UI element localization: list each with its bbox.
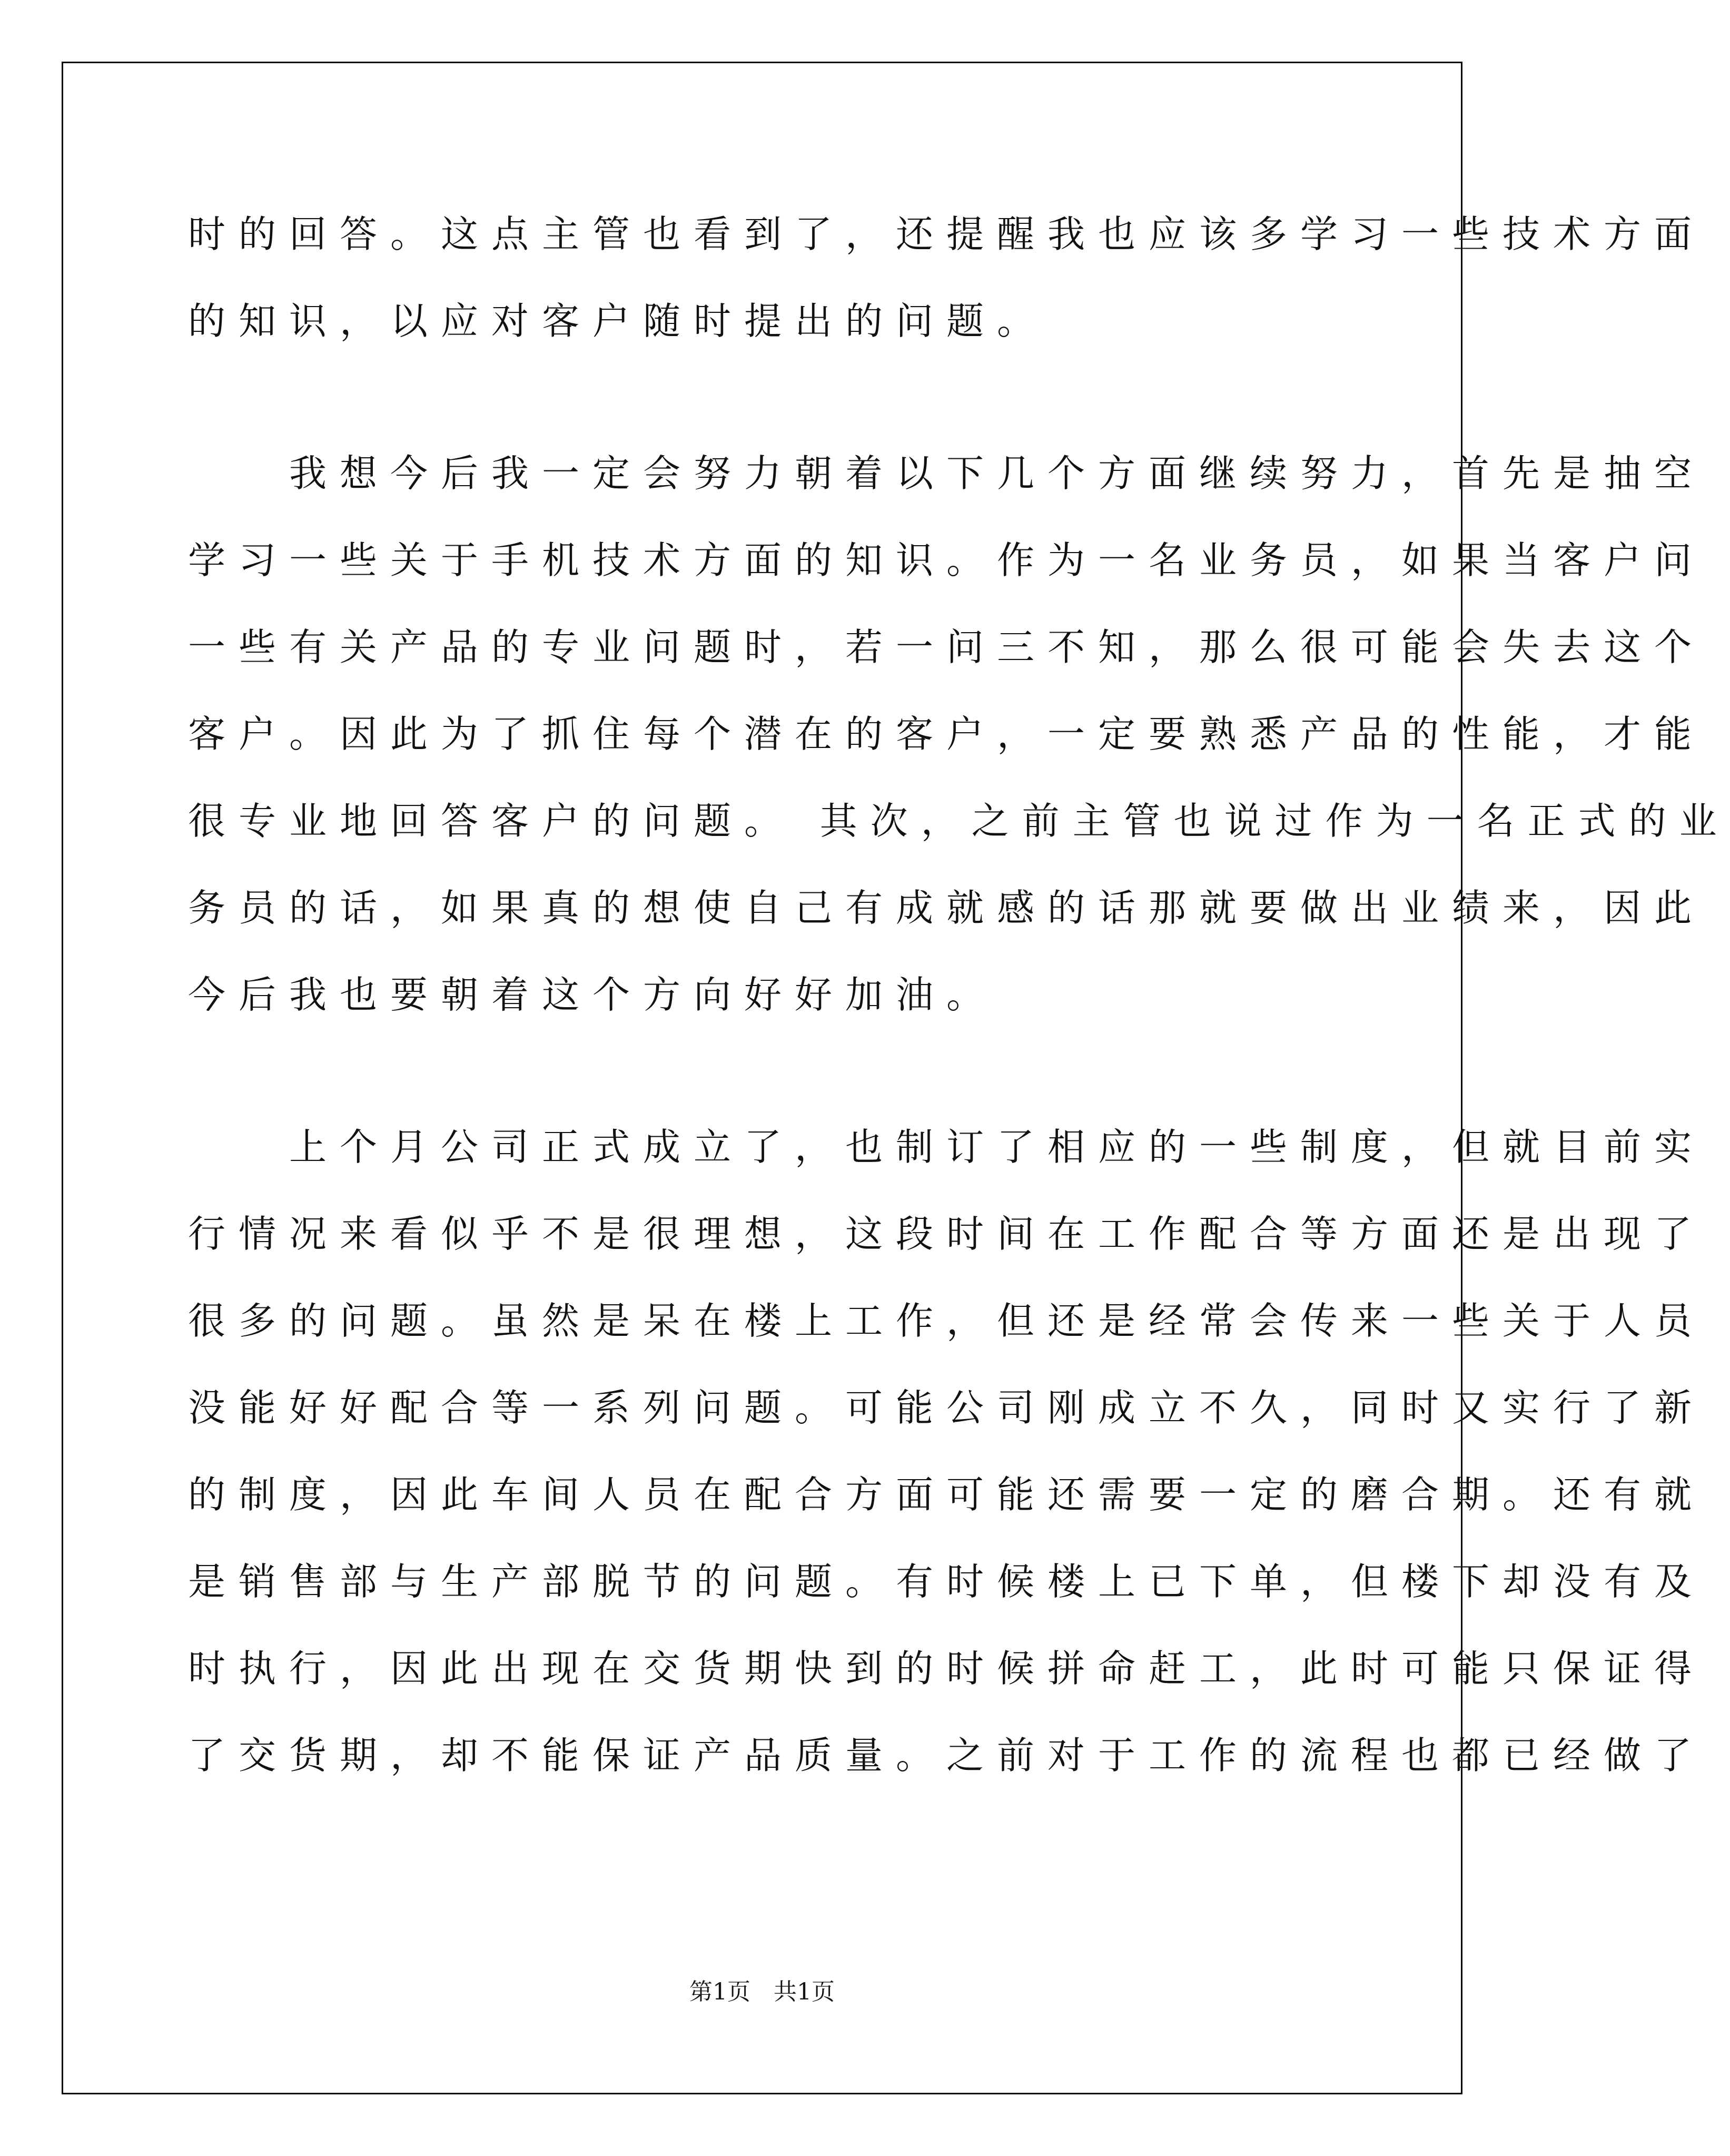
document-body <box>188 209 1730 1883</box>
text-line: 务员的话，如果真的想使自己有成就感的话那就要做出业绩来，因此 <box>188 886 1705 930</box>
text-line: 上个月公司正式成立了，也制订了相应的一些制度，但就目前实 <box>289 1125 1705 1169</box>
text-line: 时的回答。这点主管也看到了，还提醒我也应该多学习一些技术方面 <box>188 212 1705 256</box>
text-line: 客户。因此为了抓住每个潜在的客户，一定要熟悉产品的性能，才能 <box>188 712 1705 756</box>
text-line: 行情况来看似乎不是很理想，这段时间在工作配合等方面还是出现了 <box>188 1212 1705 1256</box>
text-line: 学习一些关于手机技术方面的知识。作为一名业务员，如果当客户问 <box>188 538 1705 582</box>
text-line: 很多的问题。虽然是呆在楼上工作，但还是经常会传来一些关于人员 <box>188 1299 1705 1343</box>
text-line: 的知识，以应对客户随时提出的问题。 <box>188 299 1048 343</box>
paragraph <box>188 1122 1705 1817</box>
paragraph <box>188 448 1730 1057</box>
text-line: 一些有关产品的专业问题时，若一问三不知，那么很可能会失去这个 <box>188 625 1705 669</box>
text-line: 我想今后我一定会努力朝着以下几个方面继续努力，首先是抽空 <box>289 451 1705 495</box>
text-line: 今后我也要朝着这个方向好好加油。 <box>188 973 997 1017</box>
paragraph <box>188 209 1705 383</box>
text-line: 时执行，因此出现在交货期快到的时候拼命赶工，此时可能只保证得 <box>188 1647 1705 1690</box>
text-line: 了交货期，却不能保证产品质量。之前对于工作的流程也都已经做了 <box>188 1734 1705 1777</box>
text-line: 很专业地回答客户的问题。 其次，之前主管也说过作为一名正式的业 <box>188 799 1730 843</box>
text-line: 的制度，因此车间人员在配合方面可能还需要一定的磨合期。还有就 <box>188 1473 1705 1517</box>
text-line: 没能好好配合等一系列问题。可能公司刚成立不久，同时又实行了新 <box>188 1386 1705 1430</box>
text-line: 是销售部与生产部脱节的问题。有时候楼上已下单，但楼下却没有及 <box>188 1560 1705 1603</box>
page-number-footer: 第1页 共1页 <box>689 1978 835 2005</box>
